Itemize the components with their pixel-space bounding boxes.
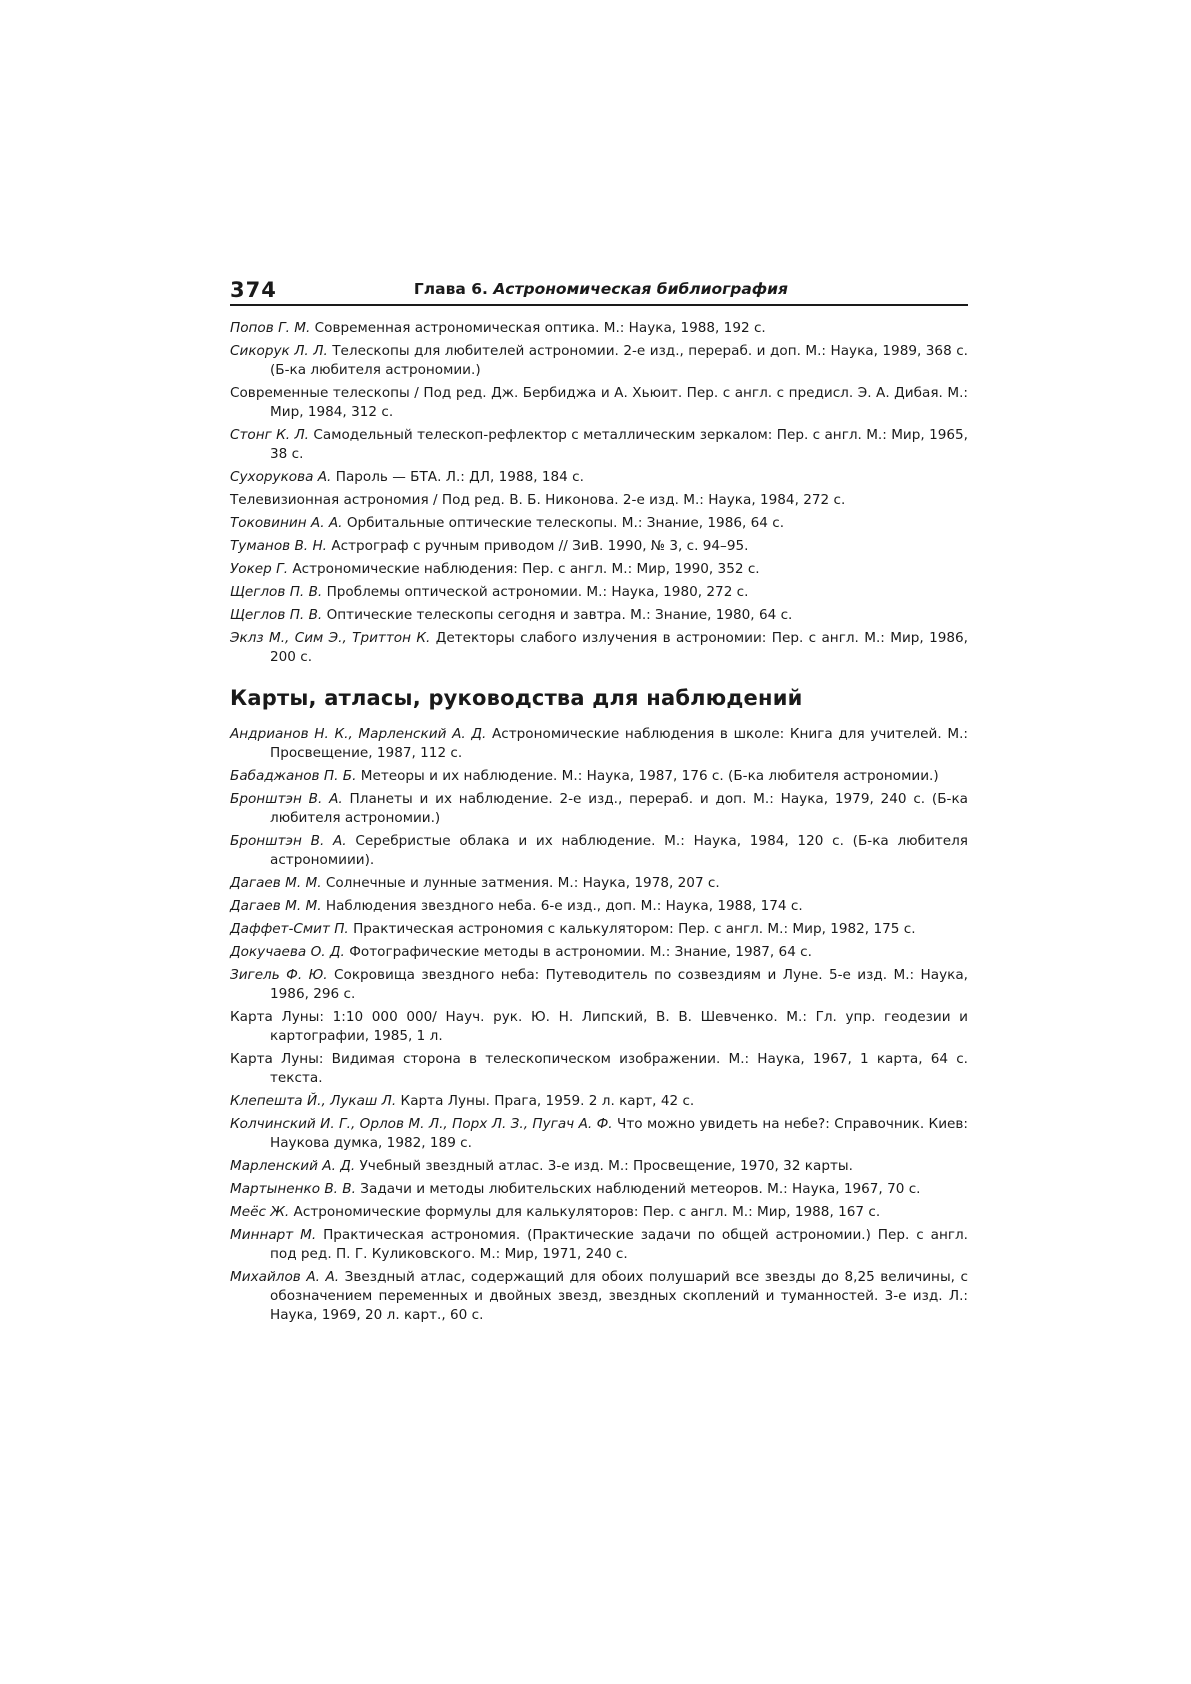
entry-author: Миннарт М. [230,1227,317,1243]
entry-author: Меёс Ж. [230,1204,290,1220]
entry-text: Современные телескопы / Под ред. Дж. Бербиджа и А. Хьюит. Пер. с англ. с предисл. Э. А. Дибая. М.: Мир, 1984, 312 с. [230,385,968,420]
chapter-title [414,280,788,298]
entry-text: Самодельный телескоп-рефлектор с металлическим зеркалом: Пер. с англ. М.: Мир, 1965, 38 с. [270,427,969,462]
entry-author: Уокер Г. [230,561,289,577]
entry-text: Солнечные и лунные затмения. М.: Наука, 1978, 207 с. [325,875,720,891]
entry-author: Сухорукова А. [230,469,332,485]
bibliography-entry [230,832,968,870]
entry-author: Клепешта Й., Лукаш Л. [230,1093,397,1109]
entry-text: Серебристые облака и их наблюдение. М.: Наука, 1984, 120 с. (Б-ка любителя астрономиии). [270,833,968,868]
chapter-name: Астрономическая библиография [493,280,788,298]
entry-author: Щеглов П. В. [230,584,323,600]
bibliography-entry [230,342,968,380]
chapter-number: Глава 6. [413,280,488,298]
entry-author: Стонг К. Л. [230,427,310,443]
entry-author: Даффет-Смит П. [230,921,349,937]
entry-text: Детекторы слабого излучения в астрономии: Пер. с англ. М.: Мир, 1986, 200 с. [270,630,969,665]
entry-text: Проблемы оптической астрономии. М.: Наука, 1980, 272 с. [326,584,749,600]
bibliography-entry [230,1008,968,1046]
bibliography-entry [230,583,968,602]
entry-author: Дагаев М. М. [230,875,322,891]
bibliography-entry [230,537,968,556]
bibliography-entry [230,1180,968,1199]
running-head [230,278,968,306]
entry-text: Астрономические наблюдения в школе: Книга для учителей. М.: Просвещение, 1987, 112 с. [270,726,968,761]
bibliography-entry [230,319,968,338]
bibliography-entry [230,491,968,510]
entry-text: Метеоры и их наблюдение. М.: Наука, 1987, 176 с. (Б-ка любителя астрономии.) [360,768,939,784]
entry-text: Учебный звездный атлас. 3-е изд. М.: Просвещение, 1970, 32 карты. [359,1158,853,1174]
bibliography-list-maps [230,725,968,1325]
entry-text: Карта Луны. Прага, 1959. 2 л. карт, 42 с. [400,1093,695,1109]
entry-text: Астрограф с ручным приводом // ЗиВ. 1990, № 3, с. 94–95. [331,538,749,554]
entry-text: Наблюдения звездного неба. 6-е изд., доп. М.: Наука, 1988, 174 с. [325,898,803,914]
entry-author: Щеглов П. В. [230,607,323,623]
entry-text: Сокровища звездного неба: Путеводитель по созвездиям и Луне. 5-е изд. М.: Наука, 1986, 296 с. [270,967,969,1002]
entry-author: Докучаева О. Д. [230,944,345,960]
entry-text: Фотографические методы в астрономии. М.: Знание, 1987, 64 с. [349,944,812,960]
bibliography-entry [230,560,968,579]
entry-text: Карта Луны: Видимая сторона в телескопическом изображении. М.: Наука, 1967, 1 карта, 64 с. текста. [230,1051,968,1086]
bibliography-entry [230,1050,968,1088]
entry-text: Практическая астрономия с калькулятором: Пер. с англ. М.: Мир, 1982, 175 с. [353,921,916,937]
entry-text: Современная астрономическая оптика. М.: Наука, 1988, 192 с. [314,320,766,336]
entry-author: Эклз М., Сим Э., Триттон К. [230,630,431,646]
entry-text: Астрономические наблюдения: Пер. с англ. М.: Мир, 1990, 352 с. [292,561,760,577]
entry-text: Астрономические формулы для калькуляторов: Пер. с англ. М.: Мир, 1988, 167 с. [293,1204,881,1220]
bibliography-entry [230,1092,968,1111]
bibliography-entry [230,943,968,962]
bibliography-entry [230,426,968,464]
entry-author: Попов Г. М. [230,320,311,336]
entry-author: Колчинский И. Г., Орлов М. Л., Порх Л. З., Пугач А. Ф. [230,1116,613,1132]
bibliography-entry [230,606,968,625]
bibliography-entry [230,897,968,916]
entry-text: Карта Луны: 1:10 000 000/ Науч. рук. Ю. Н. Липский, В. В. Шевченко. М.: Гл. упр. геодезии и картографии, 1985, 1 л. [230,1009,968,1044]
bibliography-entry [230,514,968,533]
bibliography-entry [230,468,968,487]
entry-author: Сикорук Л. Л. [230,343,328,359]
entry-text: Телевизионная астрономия / Под ред. В. Б. Никонова. 2-е изд. М.: Наука, 1984, 272 с. [230,492,846,508]
entry-author: Зигель Ф. Ю. [230,967,328,983]
bibliography-entry [230,1226,968,1264]
bibliography-entry [230,629,968,667]
entry-author: Мартыненко В. В. [230,1181,356,1197]
entry-author: Токовинин А. А. [230,515,343,531]
entry-author: Марленский А. Д. [230,1158,356,1174]
entry-author: Дагаев М. М. [230,898,322,914]
bibliography-entry [230,1203,968,1222]
entry-author: Бабаджанов П. Б. [230,768,357,784]
bibliography-entry [230,790,968,828]
entry-text: Звездный атлас, содержащий для обоих полушарий все звезды до 8,25 величины, с обозначением переменных и двойных звезд, звездных скоплений и туманностей. 3-е изд. Л.: Наука, 1969, 20 л. карт., 60 с. [270,1269,968,1323]
entry-text: Задачи и методы любительских наблюдений метеоров. М.: Наука, 1967, 70 с. [360,1181,921,1197]
bibliography-list-telescopes [230,319,968,667]
entry-text: Что можно увидеть на небе?: Справочник. Киев: Наукова думка, 1982, 189 с. [270,1116,968,1151]
entry-author: Бронштэн В. А. [230,833,347,849]
page-number: 374 [230,278,277,302]
bibliography-entry [230,767,968,786]
bibliography-entry [230,384,968,422]
entry-text: Пароль — БТА. Л.: ДЛ, 1988, 184 с. [335,469,584,485]
book-page [230,278,968,1329]
entry-author: Бронштэн В. А. [230,791,343,807]
entry-author: Михайлов А. А. [230,1269,340,1285]
bibliography-entry [230,920,968,939]
entry-text: Практическая астрономия. (Практические задачи по общей астрономии.) Пер. с англ. под ред. П. Г. Куликовского. М.: Мир, 1971, 240 с. [270,1227,968,1262]
bibliography-entry [230,1157,968,1176]
entry-text: Орбитальные оптические телескопы. М.: Знание, 1986, 64 с. [346,515,785,531]
entry-text: Оптические телескопы сегодня и завтра. М.: Знание, 1980, 64 с. [326,607,793,623]
bibliography-entry [230,966,968,1004]
entry-text: Телескопы для любителей астрономии. 2-е изд., перераб. и доп. М.: Наука, 1989, 368 с. (Б-ка любителя астрономии.) [270,343,968,378]
bibliography-entry [230,1115,968,1153]
entry-author: Андрианов Н. К., Марленский А. Д. [230,726,487,742]
bibliography-entry [230,1268,968,1325]
entry-text: Планеты и их наблюдение. 2-е изд., перераб. и доп. М.: Наука, 1979, 240 с. (Б-ка любителя астрономии.) [270,791,968,826]
entry-author: Туманов В. Н. [230,538,327,554]
bibliography-entry [230,874,968,893]
section-heading: Карты, атласы, руководства для наблюдений [230,686,803,710]
bibliography-entry [230,725,968,763]
